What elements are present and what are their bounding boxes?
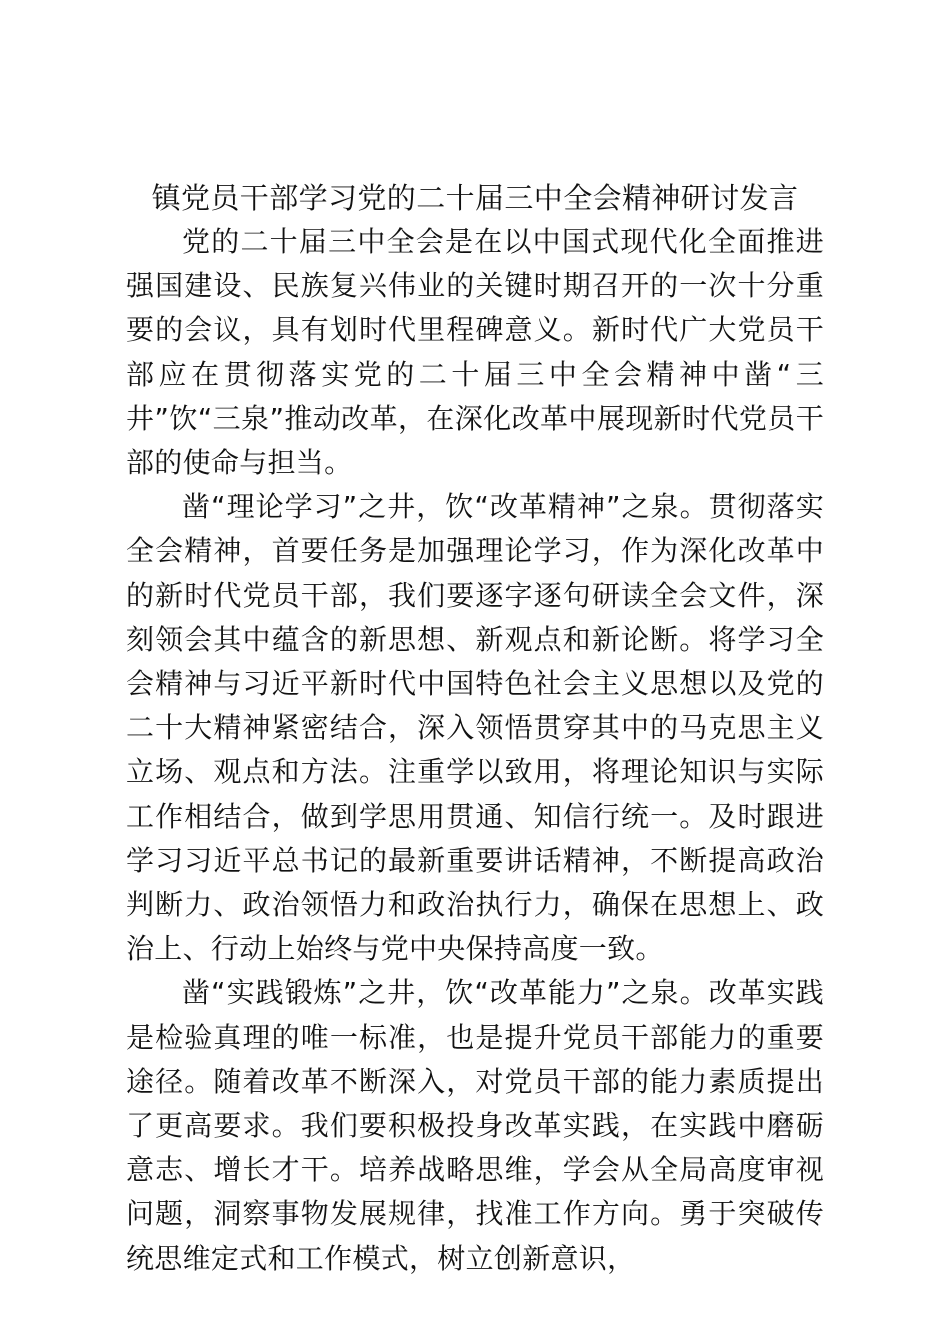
document-title: 镇党员干部学习党的二十届三中全会精神研讨发言 — [151, 181, 799, 215]
paragraph-intro: 党的二十届三中全会是在以中国式现代化全面推进强国建设、民族复兴伟业的关键时期召开的一次十分重要的会议，具有划时代里程碑意义。新时代广大党员干部应在贯彻落实党的二十届三中全会精神中凿“三井”饮“三泉”推动改革，在深化改革中展现新时代党员干部的使命与担当。 — [126, 225, 824, 480]
paragraph-theory-study: 凿“理论学习”之井，饮“改革精神”之泉。贯彻落实全会精神，首要任务是加强理论学习，作为深化改革中的新时代党员干部，我们要逐字逐句研读全会文件，深刻领会其中蕴含的新思想、新观点和新论断。将学习全会精神与习近平新时代中国特色社会主义思想以及党的二十大精神紧密结合，深入领悟贯穿其中的马克思主义立场、观点和方法。注重学以致用，将理论知识与实际工作相结合，做到学思用贯通、知信行统一。及时跟进学习习近平总书记的最新重要讲话精神，不断提高政治判断力、政治领悟力和政治执行力，确保在思想上、政治上、行动上始终与党中央保持高度一致。 — [126, 490, 824, 966]
document-body — [126, 176, 824, 1281]
paragraph-practice: 凿“实践锻炼”之井，饮“改革能力”之泉。改革实践是检验真理的唯一标准，也是提升党员干部能力的重要途径。随着改革不断深入，对党员干部的能力素质提出了更高要求。我们要积极投身改革实践，在实践中磨砺意志、增长才干。培养战略思维，学会从全局高度审视问题，洞察事物发展规律，找准工作方向。勇于突破传统思维定式和工作模式，树立创新意识， — [126, 976, 824, 1275]
